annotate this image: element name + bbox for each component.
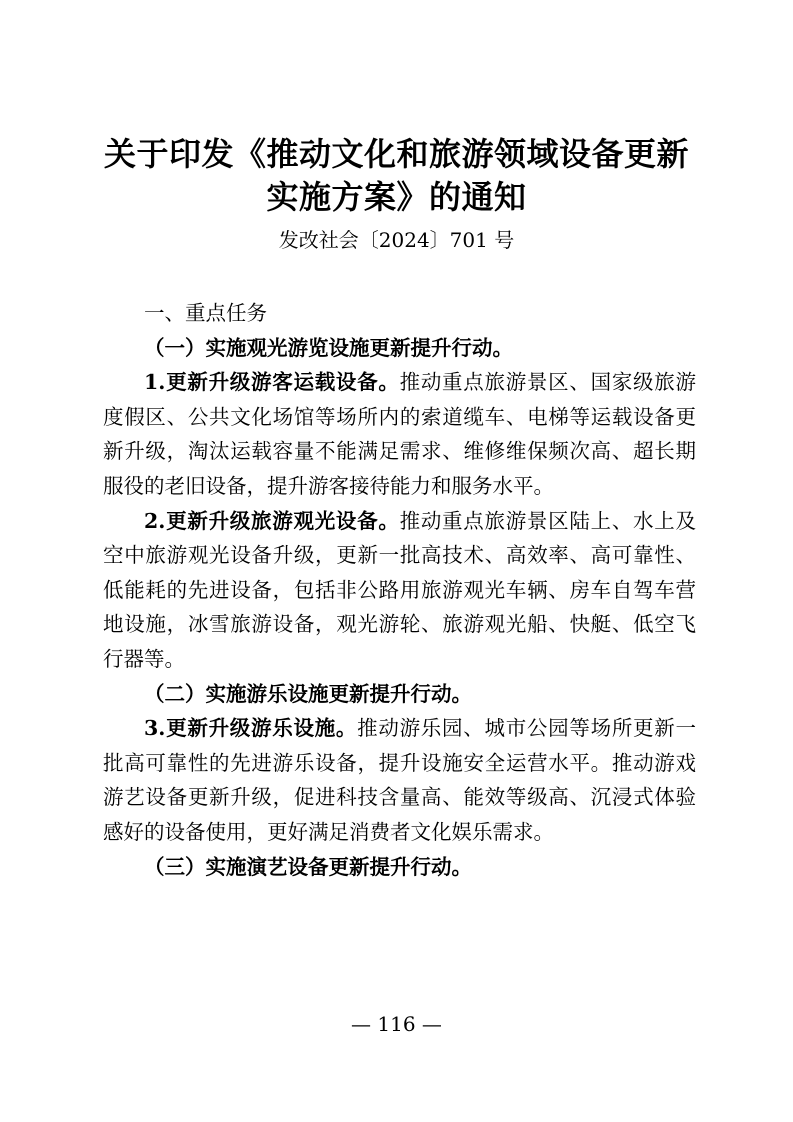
paragraph-item-3: [103, 711, 696, 849]
paragraph-item-1: [103, 365, 696, 503]
item-3-lead: 3.更新升级游乐设施。: [144, 716, 358, 741]
page-number: — 116 —: [351, 1012, 442, 1036]
paragraph-item-2: [103, 504, 696, 677]
document-title-line-2: 实施方案》的通知: [266, 178, 527, 216]
document-title-line-1: 关于印发《推动文化和旅游领域设备更新: [103, 135, 689, 173]
item-1-lead: 1.更新升级游客运载设备。: [144, 370, 400, 395]
item-2-text: 推动重点旅游景区陆上、水上及空中旅游观光设备升级，更新一批高技术、高效率、高可靠性、低能耗的先进设备，包括非公路用旅游观光车辆、房车自驾车营地设施，冰雪旅游设备，观光游轮、旅游观光船、快艇、低空飞行器等。: [103, 508, 697, 671]
section-heading-key-tasks: 一、重点任务: [144, 301, 267, 325]
document-body: [103, 296, 696, 884]
document-number: 发改社会〔2024〕701 号: [278, 228, 515, 252]
item-1-text: 推动重点旅游景区、国家级旅游度假区、公共文化场馆等场所内的索道缆车、电梯等运载设备更新升级，淘汰运载容量不能满足需求、维修维保频次高、超长期服役的老旧设备，提升游客接待能力和服务水平。: [103, 370, 697, 498]
item-3-text: 推动游乐园、城市公园等场所更新一批高可靠性的先进游乐设备，提升设施安全运营水平。推动游戏游艺设备更新升级，促进科技含量高、能效等级高、沉浸式体验感好的设备使用，更好满足消费者文化娱乐需求。: [103, 716, 696, 844]
subsection-heading-sightseeing: （一）实施观光游览设施更新提升行动。: [144, 335, 513, 360]
subsection-heading-amusement: （二）实施游乐设施更新提升行动。: [144, 681, 472, 706]
subsection-heading-performance: （三）实施演艺设备更新提升行动。: [144, 854, 472, 879]
item-2-lead: 2.更新升级旅游观光设备。: [144, 508, 400, 533]
